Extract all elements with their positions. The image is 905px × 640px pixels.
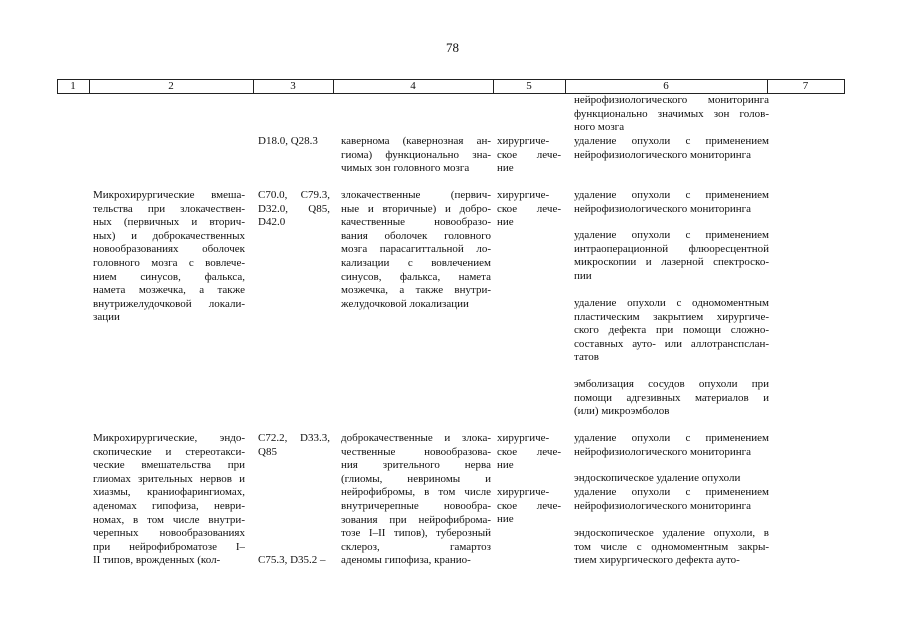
text-line: (или) микроэмболов bbox=[574, 405, 670, 418]
text-line: II типов, врожденных (кол- bbox=[93, 554, 221, 567]
text-line: ческие вмешательства при bbox=[93, 459, 245, 472]
text-line: ское лече- bbox=[497, 499, 561, 512]
column-header-1: 1 bbox=[70, 80, 76, 92]
text-line: помощи адгезивных материалов и bbox=[574, 391, 769, 404]
text-line: чественные новообразова- bbox=[341, 445, 491, 458]
text-line: при нейрофиброматозе I– bbox=[93, 540, 245, 553]
text-line: нейрофизиологического мониторинга bbox=[574, 445, 752, 458]
column-header-7: 7 bbox=[802, 80, 809, 92]
text-line: D18.0, Q28.3 bbox=[258, 135, 318, 147]
treatment-method-cell bbox=[574, 472, 769, 486]
text-line: внутричерепные новообра- bbox=[341, 499, 491, 512]
text-line: ных) и доброкачественных bbox=[93, 229, 245, 242]
text-line: аденомы гипофиза, кранио- bbox=[341, 554, 471, 567]
text-line: кализации с вовлечением bbox=[341, 256, 491, 269]
text-line: нейрофизиологического мониторинга bbox=[574, 499, 752, 512]
text-line: C70.0, C79.3, bbox=[258, 189, 330, 201]
text-line: D32.0, Q85, bbox=[258, 202, 330, 215]
text-line: микроскопии и лазерной спектроско- bbox=[574, 256, 769, 269]
text-line: ское лече- bbox=[497, 148, 561, 161]
page-number: 78 bbox=[446, 40, 459, 55]
text-line: ское лече- bbox=[497, 202, 561, 215]
text-line: эмболизация сосудов опухоли при bbox=[574, 378, 769, 390]
icd-codes-cell bbox=[258, 135, 330, 149]
text-line: глиомах зрительных нервов и bbox=[93, 472, 245, 485]
text-line: удаление опухоли с применением bbox=[574, 432, 769, 444]
text-line: номах, в том числе внутри- bbox=[93, 513, 245, 526]
text-line: хирургиче- bbox=[497, 135, 550, 147]
text-line: чимых зон головного мозга bbox=[341, 162, 470, 175]
diagnosis-cell bbox=[341, 135, 491, 176]
text-line: хирургиче- bbox=[497, 432, 550, 444]
text-line: Q85 bbox=[258, 445, 277, 458]
text-line: головного мозга с вовлече- bbox=[93, 256, 245, 269]
text-line: мозжечка, а также внутри- bbox=[341, 284, 491, 297]
text-line: тозе I–II типов), туберозный bbox=[341, 527, 491, 540]
treatment-method-cell bbox=[574, 527, 769, 568]
text-line: татов bbox=[574, 351, 599, 364]
text-line: хиазмы, краниофарингиомах, bbox=[93, 486, 245, 499]
icd-codes-cell bbox=[258, 189, 330, 230]
text-line: злокачественные (первич- bbox=[341, 189, 491, 201]
text-line: эндоскопическое удаление опухоли bbox=[574, 472, 741, 484]
icd-codes-cell bbox=[258, 554, 334, 568]
text-line: зации bbox=[93, 311, 120, 324]
diagnosis-cell bbox=[341, 432, 491, 568]
text-line: функционально значимых зон голов- bbox=[574, 107, 769, 120]
text-line: том числе с одномоментным закры- bbox=[574, 540, 769, 553]
text-line: ния зрительного нерва bbox=[341, 459, 491, 472]
text-line: нейрофизиологического мониторинга bbox=[574, 202, 752, 215]
treatment-method-cell bbox=[574, 432, 769, 459]
treatment-method-cell bbox=[574, 189, 769, 216]
text-line: синусов, фалькса, намета bbox=[341, 270, 491, 283]
text-line: хирургиче- bbox=[497, 189, 550, 201]
text-line: ные и вторичные) и добро- bbox=[341, 202, 491, 215]
text-line: (глиомы, невриномы и bbox=[341, 472, 491, 485]
text-line: кавернома (кавернозная ан- bbox=[341, 135, 491, 147]
text-line: скопические и стереотакси- bbox=[93, 445, 245, 458]
text-line: пии bbox=[574, 269, 592, 282]
text-line: удаление опухоли с применением bbox=[574, 189, 769, 201]
text-line: удаление опухоли с применением bbox=[574, 229, 769, 241]
text-line: новообразованиях оболочек bbox=[93, 243, 245, 256]
table-header-row bbox=[57, 79, 845, 94]
column-divider bbox=[844, 80, 845, 93]
treatment-method-cell bbox=[574, 229, 769, 283]
text-line: ское лече- bbox=[497, 445, 561, 458]
treatment-method-cell bbox=[574, 378, 769, 419]
continued-method-cell bbox=[574, 94, 769, 135]
text-line: качественные новообразо- bbox=[341, 216, 491, 229]
treatment-type-cell bbox=[497, 189, 561, 230]
text-line: ных (первичных и вторич- bbox=[93, 216, 245, 229]
text-line: мозга парасагиттальной ло- bbox=[341, 243, 491, 256]
column-header-5: 5 bbox=[526, 80, 532, 92]
treatment-method-cell bbox=[574, 486, 769, 513]
text-line: нейрофизиологического мониторинга bbox=[574, 148, 752, 161]
text-line: желудочковой локализации bbox=[341, 297, 469, 310]
text-line: D42.0 bbox=[258, 216, 286, 229]
column-header-3: 3 bbox=[290, 80, 296, 92]
column-header-6: 6 bbox=[663, 80, 669, 92]
intervention-name-cell bbox=[93, 189, 245, 325]
text-line: склероз, гамартоз bbox=[341, 540, 491, 553]
text-line: ние bbox=[497, 459, 514, 472]
diagnosis-cell bbox=[341, 189, 491, 311]
text-line: черепных новообразованиях bbox=[93, 527, 245, 540]
treatment-type-cell bbox=[497, 432, 561, 473]
treatment-method-cell bbox=[574, 135, 769, 162]
text-line: вания оболочек головного bbox=[341, 229, 491, 242]
text-line: доброкачественные и злока- bbox=[341, 432, 491, 444]
text-line: C75.3, D35.2 – bbox=[258, 554, 326, 566]
text-line: составных ауто- или аллотранспслан- bbox=[574, 337, 769, 350]
column-header-2: 2 bbox=[168, 80, 174, 92]
treatment-method-cell bbox=[574, 297, 769, 365]
text-line: гиома) функционально зна- bbox=[341, 148, 491, 161]
text-line: C72.2, D33.3, bbox=[258, 432, 330, 444]
text-line: ского дефекта при помощи сложно- bbox=[574, 324, 769, 337]
treatment-type-cell bbox=[497, 135, 561, 176]
text-line: намета мозжечка, а также bbox=[93, 284, 245, 297]
text-line: тельства при злокачествен- bbox=[93, 202, 245, 215]
text-line: зования при нейрофиброма- bbox=[341, 513, 491, 526]
text-line: Микрохирургические, эндо- bbox=[93, 432, 245, 444]
text-line: пластическим закрытием хирургиче- bbox=[574, 310, 769, 323]
text-line: Микрохирургические вмеша- bbox=[93, 189, 245, 201]
text-line: хирургиче- bbox=[497, 486, 550, 498]
text-line: ние bbox=[497, 216, 514, 229]
text-line: ного мозга bbox=[574, 121, 625, 134]
intervention-name-cell bbox=[93, 432, 245, 568]
text-line: интраоперационной флюоресцентной bbox=[574, 242, 769, 255]
icd-codes-cell bbox=[258, 432, 330, 459]
text-line: ние bbox=[497, 513, 514, 526]
text-line: аденомах гипофиза, неври- bbox=[93, 499, 245, 512]
text-line: удаление опухоли с одномоментным bbox=[574, 297, 769, 309]
column-header-4: 4 bbox=[410, 80, 416, 92]
text-line: нейрофибромы, в том числе bbox=[341, 486, 491, 499]
text-line: тием хирургического дефекта ауто- bbox=[574, 554, 740, 567]
treatment-type-cell bbox=[497, 486, 561, 527]
text-line: ние bbox=[497, 162, 514, 175]
text-line: внутрижелудочковой локали- bbox=[93, 297, 245, 310]
text-line: удаление опухоли с применением bbox=[574, 486, 769, 498]
text-line: эндоскопическое удаление опухоли, в bbox=[574, 527, 769, 539]
text-line: нием синусов, фалькса, bbox=[93, 270, 245, 283]
text-line: удаление опухоли с применением bbox=[574, 135, 769, 147]
text-line: нейрофизиологического мониторинга bbox=[574, 94, 769, 106]
